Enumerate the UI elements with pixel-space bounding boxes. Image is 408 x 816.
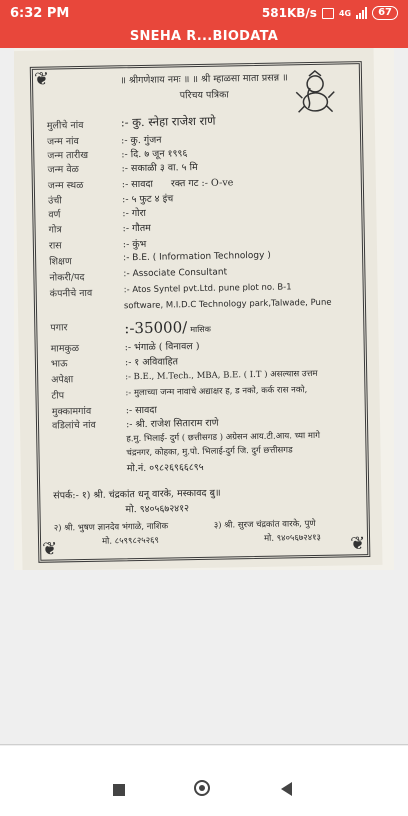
recents-square-icon[interactable] [113, 784, 125, 796]
field-value: :- कुंभ [122, 238, 147, 251]
field-value: :- B.E., M.Tech., MBA, B.E. ( I.T ) असल्यास उत्तम [125, 368, 318, 383]
field-value: मो.नं. ०९८२६९६६८९५ [126, 461, 204, 475]
field-label: वडिलांचे नांव [51, 419, 96, 432]
status-bar [0, 0, 408, 28]
field-value: :- Atos Syntel pvt.Ltd. pune plot no. B-1 [123, 282, 292, 296]
contact-2-mobile: मो. ८५९९८२५२६९ [101, 535, 160, 547]
header-title: परिचय पत्रिका [179, 89, 229, 102]
field-value: ह.मु. भिलाई- दुर्ग ( छत्तीसगड ) अग्रेसन आय.टी.आय. च्या मागे [126, 430, 321, 445]
field-label: वर्ण [48, 209, 61, 221]
birth-place-value: :- सावदा [121, 178, 154, 191]
field-value: :- सकाळी ३ वा. ५ मि [121, 161, 198, 175]
contact-3-mobile: मो. ९४०५६७२४१३ [263, 532, 322, 544]
field-value [124, 318, 211, 338]
contact-1-mobile: मो. ९४०५६७२४१२ [125, 503, 190, 516]
navigation-bar [0, 746, 408, 816]
blood-group: रक्त गट :- O-ve [170, 177, 234, 190]
field-label: मुक्कामगांव [51, 405, 92, 418]
field-value [122, 175, 234, 190]
field-value: :- Associate Consultant [123, 267, 228, 280]
status-time: 6:32 PM [10, 6, 70, 21]
contact-1: संपर्क:- १) श्री. चंद्रकांत धनू वारके, मस्कावद बु॥ [53, 487, 221, 502]
field-value: :- कु. गुंजन [120, 134, 162, 147]
field-value: :- भंगाळे ( विनावल ) [124, 340, 200, 354]
field-label: नोकरी/पद [49, 271, 85, 284]
notification-icon [322, 8, 334, 19]
field-label: जन्म वेळ [47, 164, 79, 176]
salary-value: :-35000/ [124, 318, 188, 338]
biodata-photo[interactable] [14, 48, 394, 570]
back-triangle-icon[interactable] [281, 782, 292, 796]
field-value: software, M.I.D.C Technology park,Talwade, Pune [123, 297, 332, 312]
field-label: अपेक्षा [51, 374, 74, 386]
field-value: :- मुलाच्या जन्म नावाचे अद्याक्षर ह, ड नको, कर्क रास नको, [125, 385, 308, 399]
field-value: :- ५ फुट ४ इंच [122, 193, 174, 206]
field-value: चंद्रनगर, कोहका, मु.पो. भिलाई-दुर्ग जि. दुर्ग छत्तीसगड [126, 445, 293, 459]
ornament-icon: ❦ [349, 533, 366, 555]
status-right [262, 6, 398, 20]
field-label: जन्म नांव [46, 136, 79, 148]
home-circle-icon[interactable] [194, 780, 210, 796]
empty-area [0, 570, 408, 746]
document-title: SNEHA R...BIODATA [0, 28, 408, 48]
network-type: 4G [338, 8, 352, 18]
field-label: जन्म तारीख [47, 149, 89, 162]
field-label: गोत्र [48, 224, 62, 236]
divider [0, 744, 408, 745]
battery-icon: 67 [372, 6, 398, 20]
field-value: :- गौतम [122, 222, 152, 235]
contact-3: ३) श्री. सुरज चंद्रकांत वारके, पुणे [213, 518, 316, 531]
field-label: कंपनीचे नाव [49, 287, 93, 300]
field-value: :- कु. स्नेहा राजेश राणे [120, 113, 216, 130]
salary-suffix: मासिक [190, 324, 211, 335]
paper-sheet [14, 48, 383, 570]
field-value: :- B.E. ( Information Technology ) [123, 250, 271, 264]
ornament-icon: ❦ [42, 538, 58, 560]
field-label: टीप [51, 390, 65, 402]
field-label: पगार [50, 322, 68, 334]
field-value: :- गोरा [122, 207, 147, 220]
field-label: मामकुळ [50, 343, 80, 355]
contact-2: २) श्री. भुषण ज्ञानदेव भंगाळे, नाशिक [53, 521, 169, 534]
header-invocation: ॥ श्रीगणेशाय नमः ॥ ॥ श्री म्हाळसा माता प्रसन्न ॥ [120, 72, 288, 87]
field-value: :- दि. ७ जून १९९६ [121, 148, 188, 161]
ornament-icon: ❦ [33, 68, 50, 90]
field-value: :- श्री. राजेश सिताराम राणे [125, 417, 219, 431]
signal-icon [356, 7, 367, 19]
field-label: रास [48, 240, 62, 252]
field-label: मुलीचे नांव [46, 119, 84, 132]
field-value: :- सावदा [125, 404, 157, 417]
field-label: शिक्षण [49, 256, 72, 268]
field-label: जन्म स्थळ [47, 179, 84, 192]
network-speed: 581KB/s [261, 6, 317, 20]
field-label: भाऊ [50, 358, 68, 370]
field-label: उंची [48, 195, 62, 207]
ganesh-icon [292, 70, 339, 117]
field-value: :- १ अविवाहित [124, 356, 179, 369]
